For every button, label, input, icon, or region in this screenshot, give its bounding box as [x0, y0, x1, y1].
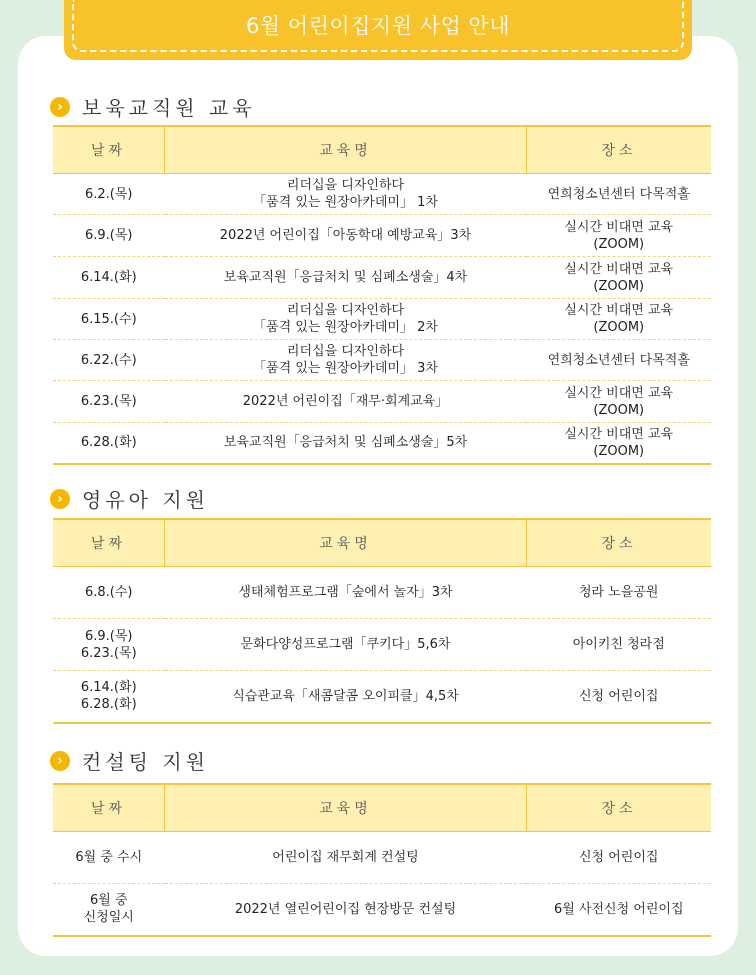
row-name: 2022년 열린어린이집 현장방문 컨설팅: [165, 884, 527, 936]
table-row: [53, 299, 711, 340]
header-place: 장소: [527, 519, 712, 567]
row-name: 리더십을 디자인하다 「품격 있는 원장아카데미」 1차: [165, 174, 527, 215]
chevron-right-icon: ›: [50, 751, 70, 771]
row-date: 6.15.(수): [53, 299, 165, 340]
row-name: 생태체험프로그램「숲에서 놀자」3차: [165, 567, 527, 619]
table-row: [53, 340, 711, 381]
section-title-text: 영유아 지원: [82, 488, 209, 512]
row-name: 보육교직원「응급처치 및 심폐소생술」5차: [165, 423, 527, 464]
row-place: 실시간 비대면 교육 (ZOOM): [527, 381, 712, 423]
row-date: 6.2.(목): [53, 174, 165, 215]
table-row: [53, 567, 711, 619]
row-place: 신청 어린이집: [527, 671, 712, 723]
row-name: 리더십을 디자인하다 「품격 있는 원장아카데미」 3차: [165, 340, 527, 381]
section-title-text: 컨설팅 지원: [82, 750, 209, 774]
row-date: 6.14.(화) 6.28.(화): [53, 671, 165, 723]
header-place: 장소: [527, 126, 712, 174]
row-place: 신청 어린이집: [527, 832, 712, 884]
page-banner: [64, 0, 692, 60]
consulting-table: [53, 783, 711, 937]
table-row: [53, 257, 711, 299]
table-row: [53, 423, 711, 464]
staff-education-table: [53, 125, 711, 465]
row-name: 보육교직원「응급처치 및 심폐소생술」4차: [165, 257, 527, 299]
table-row: [53, 619, 711, 671]
table-row: [53, 174, 711, 215]
header-name: 교육명: [165, 519, 527, 567]
row-place: 6월 사전신청 어린이집: [527, 884, 712, 936]
row-date: 6월 중 수시: [53, 832, 165, 884]
chevron-right-icon: ›: [50, 489, 70, 509]
row-place: 실시간 비대면 교육 (ZOOM): [527, 257, 712, 299]
page-title: 6월 어린이집지원 사업 안내: [72, 0, 684, 52]
section-title-child-support: [50, 484, 209, 513]
row-date: 6.14.(화): [53, 257, 165, 299]
section-title-staff-education: [50, 92, 256, 121]
row-date: 6.28.(화): [53, 423, 165, 464]
header-name: 교육명: [165, 784, 527, 832]
row-name: 2022년 어린이집「재무·회계교육」: [165, 381, 527, 423]
row-name: 식습관교육「새콤달콤 오이피클」4,5차: [165, 671, 527, 723]
row-place: 아이키친 청라점: [527, 619, 712, 671]
child-support-table: [53, 518, 711, 724]
table-row: [53, 381, 711, 423]
row-date: 6.9.(목) 6.23.(목): [53, 619, 165, 671]
header-place: 장소: [527, 784, 712, 832]
row-place: 연희청소년센터 다목적홀: [527, 340, 712, 381]
table-row: [53, 884, 711, 936]
row-date: 6.8.(수): [53, 567, 165, 619]
chevron-right-icon: ›: [50, 97, 70, 117]
section-title-text: 보육교직원 교육: [82, 96, 256, 120]
header-date: 날짜: [53, 519, 165, 567]
row-name: 어린이집 재무회계 컨설팅: [165, 832, 527, 884]
table-row: [53, 832, 711, 884]
row-date: 6월 중 신청일시: [53, 884, 165, 936]
row-name: 문화다양성프로그램「쿠키다」5,6차: [165, 619, 527, 671]
row-date: 6.23.(목): [53, 381, 165, 423]
table-row: [53, 671, 711, 723]
header-name: 교육명: [165, 126, 527, 174]
table-row: [53, 215, 711, 257]
header-date: 날짜: [53, 784, 165, 832]
row-date: 6.9.(목): [53, 215, 165, 257]
row-place: 실시간 비대면 교육 (ZOOM): [527, 215, 712, 257]
row-date: 6.22.(수): [53, 340, 165, 381]
row-name: 2022년 어린이집「아동학대 예방교육」3차: [165, 215, 527, 257]
row-place: 실시간 비대면 교육 (ZOOM): [527, 299, 712, 340]
row-place: 청라 노을공원: [527, 567, 712, 619]
section-title-consulting: [50, 746, 209, 775]
header-date: 날짜: [53, 126, 165, 174]
row-name: 리더십을 디자인하다 「품격 있는 원장아카데미」 2차: [165, 299, 527, 340]
row-place: 실시간 비대면 교육 (ZOOM): [527, 423, 712, 464]
row-place: 연희청소년센터 다목적홀: [527, 174, 712, 215]
